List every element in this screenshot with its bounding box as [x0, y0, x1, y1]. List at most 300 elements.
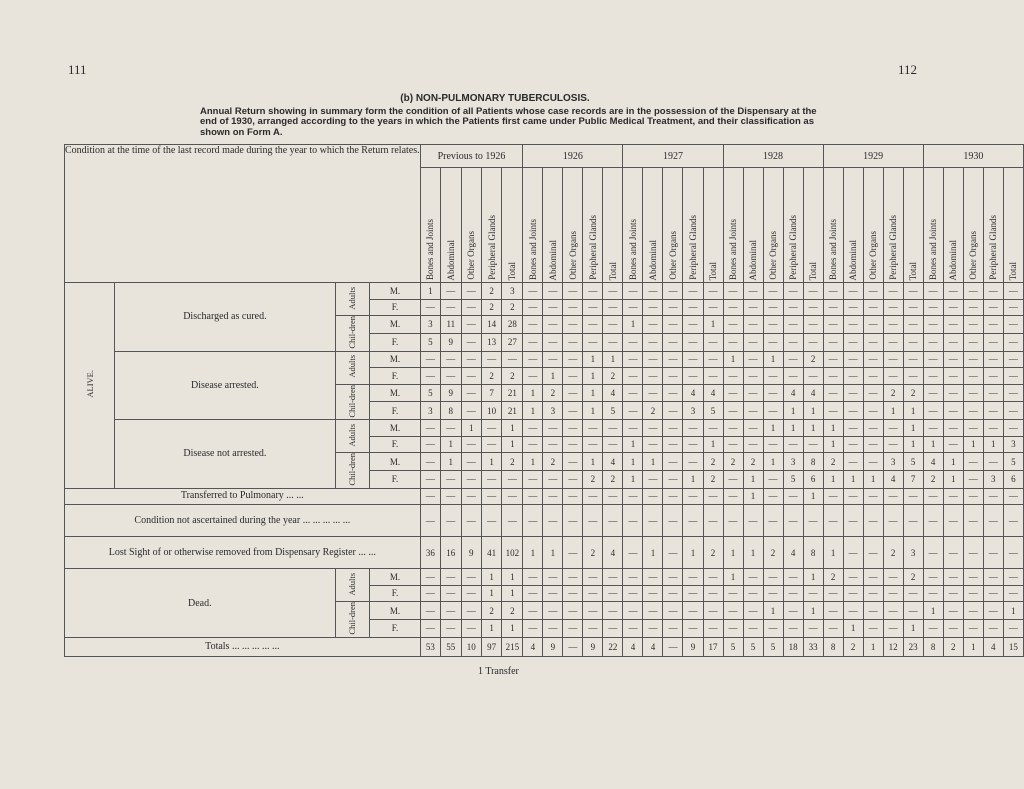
data-cell: —	[883, 299, 903, 316]
data-cell: —	[461, 368, 481, 385]
data-cell: —	[883, 316, 903, 334]
data-cell: —	[963, 470, 983, 488]
data-cell: —	[643, 368, 663, 385]
data-cell: —	[863, 602, 883, 620]
data-cell: —	[943, 488, 963, 505]
sex-label: F.	[370, 368, 420, 385]
data-cell: 1	[502, 585, 523, 602]
data-cell: —	[683, 299, 703, 316]
data-cell: —	[663, 351, 683, 368]
data-cell: —	[983, 585, 1003, 602]
data-cell: 6	[1003, 470, 1023, 488]
data-cell: —	[763, 283, 783, 300]
data-cell: —	[663, 585, 683, 602]
data-cell: —	[420, 488, 440, 505]
data-cell: —	[803, 368, 823, 385]
data-cell: —	[763, 620, 783, 638]
data-cell: —	[683, 453, 703, 471]
data-cell: —	[763, 569, 783, 586]
data-cell: —	[523, 436, 543, 453]
data-cell: —	[461, 384, 481, 402]
data-cell: 2	[603, 368, 623, 385]
data-cell: —	[563, 453, 583, 471]
return-table	[64, 144, 1024, 657]
data-cell: —	[743, 585, 763, 602]
column-header-label: Abdominal	[445, 239, 456, 280]
data-cell: —	[983, 488, 1003, 505]
data-cell: 1	[683, 537, 703, 569]
data-cell: —	[943, 333, 963, 351]
data-cell: —	[963, 569, 983, 586]
year-header: 1927	[623, 145, 723, 168]
data-cell: 2	[943, 637, 963, 656]
data-cell: —	[441, 420, 461, 437]
data-cell: —	[783, 368, 803, 385]
column-header	[883, 168, 903, 283]
data-cell: —	[461, 505, 481, 537]
data-cell: —	[823, 283, 843, 300]
data-cell: —	[963, 402, 983, 420]
column-header	[843, 168, 863, 283]
data-cell: —	[663, 505, 683, 537]
data-cell: —	[563, 569, 583, 586]
data-cell: —	[843, 402, 863, 420]
data-cell: —	[823, 333, 843, 351]
data-cell: 2	[703, 537, 723, 569]
section-title: (b) NON-PULMONARY TUBERCULOSIS.	[400, 93, 590, 104]
data-cell: —	[863, 333, 883, 351]
data-cell: 1	[603, 351, 623, 368]
data-cell: —	[703, 333, 723, 351]
data-cell: —	[441, 569, 461, 586]
data-cell: —	[943, 351, 963, 368]
data-cell: —	[461, 316, 481, 334]
data-cell: —	[943, 384, 963, 402]
sex-label: M.	[370, 602, 420, 620]
data-cell: —	[583, 569, 603, 586]
data-cell: 1	[923, 602, 943, 620]
data-cell: —	[843, 316, 863, 334]
data-cell: —	[643, 420, 663, 437]
data-cell: —	[963, 620, 983, 638]
data-cell: —	[743, 299, 763, 316]
column-header	[703, 168, 723, 283]
data-cell: 2	[903, 384, 923, 402]
data-cell: —	[603, 283, 623, 300]
data-cell: 27	[502, 333, 523, 351]
data-cell: —	[502, 505, 523, 537]
data-cell: —	[763, 384, 783, 402]
data-cell: —	[663, 470, 683, 488]
data-cell: —	[963, 283, 983, 300]
data-cell: —	[883, 585, 903, 602]
data-cell: —	[743, 316, 763, 334]
column-header	[603, 168, 623, 283]
data-cell: —	[963, 453, 983, 471]
data-cell: —	[563, 585, 583, 602]
data-cell: 1	[943, 470, 963, 488]
column-header-label: Abdominal	[547, 239, 558, 280]
data-cell: —	[703, 505, 723, 537]
data-cell: —	[923, 402, 943, 420]
data-cell: —	[883, 420, 903, 437]
data-cell: —	[663, 537, 683, 569]
data-cell: —	[943, 602, 963, 620]
data-cell: —	[863, 537, 883, 569]
data-cell: —	[603, 602, 623, 620]
column-header-label: Bones and Joints	[527, 218, 538, 280]
data-cell: 4	[923, 453, 943, 471]
data-cell: 1	[543, 537, 563, 569]
data-cell: —	[723, 620, 743, 638]
data-cell: —	[603, 299, 623, 316]
data-cell: —	[1003, 402, 1023, 420]
sex-label: M.	[370, 453, 420, 471]
data-cell: —	[461, 283, 481, 300]
data-cell: —	[823, 505, 843, 537]
data-cell: —	[583, 620, 603, 638]
data-cell: —	[663, 402, 683, 420]
data-cell: —	[963, 420, 983, 437]
data-cell: —	[543, 351, 563, 368]
data-cell: 3	[903, 537, 923, 569]
column-header	[723, 168, 743, 283]
data-cell: —	[743, 402, 763, 420]
data-cell: —	[441, 368, 461, 385]
data-cell: —	[583, 333, 603, 351]
data-cell: —	[663, 569, 683, 586]
data-cell: —	[523, 585, 543, 602]
data-cell: —	[583, 436, 603, 453]
data-cell: —	[963, 368, 983, 385]
data-cell: —	[923, 488, 943, 505]
sex-label: F.	[370, 436, 420, 453]
data-cell: —	[883, 351, 903, 368]
data-cell: —	[863, 569, 883, 586]
data-cell: —	[763, 488, 783, 505]
data-cell: —	[1003, 505, 1023, 537]
data-cell: —	[823, 384, 843, 402]
data-cell: —	[983, 420, 1003, 437]
data-cell: —	[843, 368, 863, 385]
column-header-label: Other Organs	[466, 231, 477, 280]
column-header-label: Abdominal	[848, 239, 859, 280]
data-cell: 4	[883, 470, 903, 488]
data-cell: —	[923, 505, 943, 537]
data-cell: —	[643, 569, 663, 586]
data-cell: —	[461, 436, 481, 453]
data-cell: 9	[683, 637, 703, 656]
data-cell: —	[523, 368, 543, 385]
data-cell: —	[743, 384, 763, 402]
data-cell: 1	[803, 402, 823, 420]
data-cell: —	[823, 602, 843, 620]
data-cell: 1	[803, 420, 823, 437]
data-cell: —	[523, 470, 543, 488]
data-cell: 1	[703, 316, 723, 334]
column-header-label: Other Organs	[567, 231, 578, 280]
data-cell: 16	[441, 537, 461, 569]
column-header-label: Total	[507, 261, 518, 280]
column-header	[543, 168, 563, 283]
data-cell: —	[763, 333, 783, 351]
data-cell: —	[903, 333, 923, 351]
data-cell: —	[603, 420, 623, 437]
data-cell: 18	[783, 637, 803, 656]
data-cell: 4	[603, 537, 623, 569]
data-cell: —	[983, 384, 1003, 402]
data-cell: —	[643, 585, 663, 602]
data-cell: —	[583, 283, 603, 300]
group-label: Discharged as cured.	[115, 283, 335, 352]
data-cell: —	[563, 470, 583, 488]
data-cell: 8	[441, 402, 461, 420]
column-header-label: Peripheral Glands	[888, 215, 899, 280]
data-cell: 1	[903, 402, 923, 420]
data-cell: —	[523, 316, 543, 334]
column-header-label: Total	[808, 261, 819, 280]
data-cell: 1	[1003, 602, 1023, 620]
data-cell: 5	[763, 637, 783, 656]
data-cell: 8	[803, 453, 823, 471]
column-header-label: Abdominal	[748, 239, 759, 280]
data-cell: —	[943, 505, 963, 537]
data-cell: —	[943, 402, 963, 420]
data-cell: 5	[703, 402, 723, 420]
data-cell: —	[663, 333, 683, 351]
data-cell: —	[683, 368, 703, 385]
data-cell: —	[623, 505, 643, 537]
data-cell: —	[883, 333, 903, 351]
data-cell: —	[863, 488, 883, 505]
data-cell: —	[643, 316, 663, 334]
column-header-label: Abdominal	[948, 239, 959, 280]
row-label: Transferred to Pulmonary ... ...	[65, 488, 421, 505]
data-cell: 5	[743, 637, 763, 656]
data-cell: —	[803, 436, 823, 453]
data-cell: —	[923, 569, 943, 586]
data-cell: —	[523, 488, 543, 505]
data-cell: —	[502, 351, 523, 368]
data-cell: 1	[623, 316, 643, 334]
data-cell: —	[623, 368, 643, 385]
data-cell: —	[983, 537, 1003, 569]
data-cell: —	[783, 505, 803, 537]
children-label	[335, 453, 370, 489]
data-cell: —	[883, 620, 903, 638]
row-label: Condition not ascertained during the year ... ... ... ... ...	[65, 505, 421, 537]
data-cell: —	[983, 316, 1003, 334]
data-cell: —	[843, 283, 863, 300]
data-cell: —	[863, 402, 883, 420]
column-header-label: Other Organs	[768, 231, 779, 280]
data-cell: —	[903, 368, 923, 385]
data-cell: —	[543, 420, 563, 437]
data-cell: —	[543, 470, 563, 488]
data-cell: 2	[703, 470, 723, 488]
data-cell: 1	[923, 436, 943, 453]
sex-label: F.	[370, 585, 420, 602]
data-cell: —	[563, 637, 583, 656]
data-cell: —	[683, 505, 703, 537]
data-cell: 1	[823, 436, 843, 453]
data-cell: —	[783, 333, 803, 351]
age-group-text: Adults	[347, 286, 358, 310]
data-cell: —	[1003, 299, 1023, 316]
data-cell: —	[563, 402, 583, 420]
data-cell: —	[803, 283, 823, 300]
data-cell: —	[723, 436, 743, 453]
data-cell: 1	[543, 368, 563, 385]
data-cell: —	[643, 505, 663, 537]
data-cell: —	[723, 333, 743, 351]
data-cell: —	[743, 351, 763, 368]
data-cell: —	[563, 436, 583, 453]
data-cell: 21	[502, 402, 523, 420]
data-cell: —	[461, 351, 481, 368]
column-header-label: Peripheral Glands	[988, 215, 999, 280]
data-cell: 21	[502, 384, 523, 402]
data-cell: —	[420, 368, 440, 385]
data-cell: —	[943, 420, 963, 437]
data-cell: 1	[623, 470, 643, 488]
data-cell: 1	[523, 402, 543, 420]
data-cell: —	[783, 585, 803, 602]
data-cell: 2	[703, 453, 723, 471]
data-cell: 1	[683, 470, 703, 488]
data-cell: 1	[723, 537, 743, 569]
data-cell: —	[723, 585, 743, 602]
data-cell: —	[543, 283, 563, 300]
data-cell: —	[441, 620, 461, 638]
data-cell: —	[743, 420, 763, 437]
data-cell: —	[623, 488, 643, 505]
data-cell: 1	[843, 620, 863, 638]
data-cell: —	[743, 333, 763, 351]
column-header-label: Total	[607, 261, 618, 280]
data-cell: —	[903, 505, 923, 537]
data-cell: —	[663, 453, 683, 471]
column-header-label: Other Organs	[968, 231, 979, 280]
data-cell: —	[863, 316, 883, 334]
data-cell: —	[883, 368, 903, 385]
data-cell: —	[563, 299, 583, 316]
data-cell: 1	[441, 453, 461, 471]
data-cell: —	[583, 316, 603, 334]
column-header	[643, 168, 663, 283]
column-header	[783, 168, 803, 283]
data-cell: —	[983, 333, 1003, 351]
data-cell: 1	[903, 436, 923, 453]
data-cell: 97	[481, 637, 501, 656]
data-cell: —	[1003, 420, 1023, 437]
data-cell: —	[583, 585, 603, 602]
data-cell: —	[843, 299, 863, 316]
data-cell: 2	[743, 453, 763, 471]
data-cell: —	[843, 453, 863, 471]
data-cell: —	[863, 351, 883, 368]
data-cell: —	[563, 620, 583, 638]
children-label	[335, 384, 370, 420]
data-cell: —	[663, 436, 683, 453]
data-cell: —	[763, 505, 783, 537]
data-cell: 2	[583, 470, 603, 488]
data-cell: 12	[883, 637, 903, 656]
data-cell: —	[1003, 585, 1023, 602]
data-cell: —	[723, 402, 743, 420]
data-cell: —	[663, 316, 683, 334]
left-page-number: 111	[68, 62, 87, 77]
data-cell: —	[643, 620, 663, 638]
data-cell: —	[1003, 333, 1023, 351]
data-cell: —	[1003, 316, 1023, 334]
column-header	[420, 168, 440, 283]
data-cell: 4	[783, 537, 803, 569]
column-header-label: Abdominal	[647, 239, 658, 280]
data-cell: 1	[763, 602, 783, 620]
data-cell: —	[863, 505, 883, 537]
data-cell: 1	[823, 420, 843, 437]
data-cell: 2	[502, 368, 523, 385]
data-cell: —	[563, 368, 583, 385]
data-cell: 5	[1003, 453, 1023, 471]
column-header-label: Bones and Joints	[425, 218, 436, 280]
data-cell: —	[823, 299, 843, 316]
column-header-label: Peripheral Glands	[587, 215, 598, 280]
data-cell: 4	[803, 384, 823, 402]
data-cell: —	[623, 299, 643, 316]
data-cell: —	[943, 436, 963, 453]
data-cell: 4	[703, 384, 723, 402]
data-cell: —	[983, 402, 1003, 420]
data-cell: —	[783, 436, 803, 453]
data-cell: —	[923, 384, 943, 402]
data-cell: 1	[502, 620, 523, 638]
data-cell: —	[903, 602, 923, 620]
column-header-label: Total	[908, 261, 919, 280]
data-cell: —	[461, 470, 481, 488]
data-cell: —	[523, 299, 543, 316]
data-cell: —	[523, 569, 543, 586]
column-header	[461, 168, 481, 283]
group-label: Disease arrested.	[115, 351, 335, 420]
data-cell: —	[723, 316, 743, 334]
data-cell: 1	[481, 620, 501, 638]
data-cell: 1	[883, 402, 903, 420]
data-cell: —	[843, 505, 863, 537]
data-cell: 28	[502, 316, 523, 334]
data-cell: —	[643, 436, 663, 453]
data-cell: 1	[441, 436, 461, 453]
data-cell: 1	[763, 351, 783, 368]
data-cell: 3	[502, 283, 523, 300]
data-cell: —	[903, 299, 923, 316]
data-cell: 5	[723, 637, 743, 656]
data-cell: —	[923, 537, 943, 569]
alive-label	[65, 283, 115, 489]
data-cell: 22	[603, 637, 623, 656]
year-header: 1928	[723, 145, 823, 168]
children-label	[335, 602, 370, 638]
return-description: Annual Return showing in summary form the condition of all Patients whose case records are in the possession of the Dispensary at the end of 1930, arranged according to the years in which the Patients first came under Public Medical Treatment, and their classification as shown on Form A.	[200, 105, 817, 138]
data-cell: —	[603, 585, 623, 602]
data-cell: —	[763, 402, 783, 420]
data-cell: 1	[763, 453, 783, 471]
data-cell: —	[983, 453, 1003, 471]
data-cell: 1	[943, 453, 963, 471]
data-cell: —	[723, 368, 743, 385]
data-cell: 1	[823, 470, 843, 488]
